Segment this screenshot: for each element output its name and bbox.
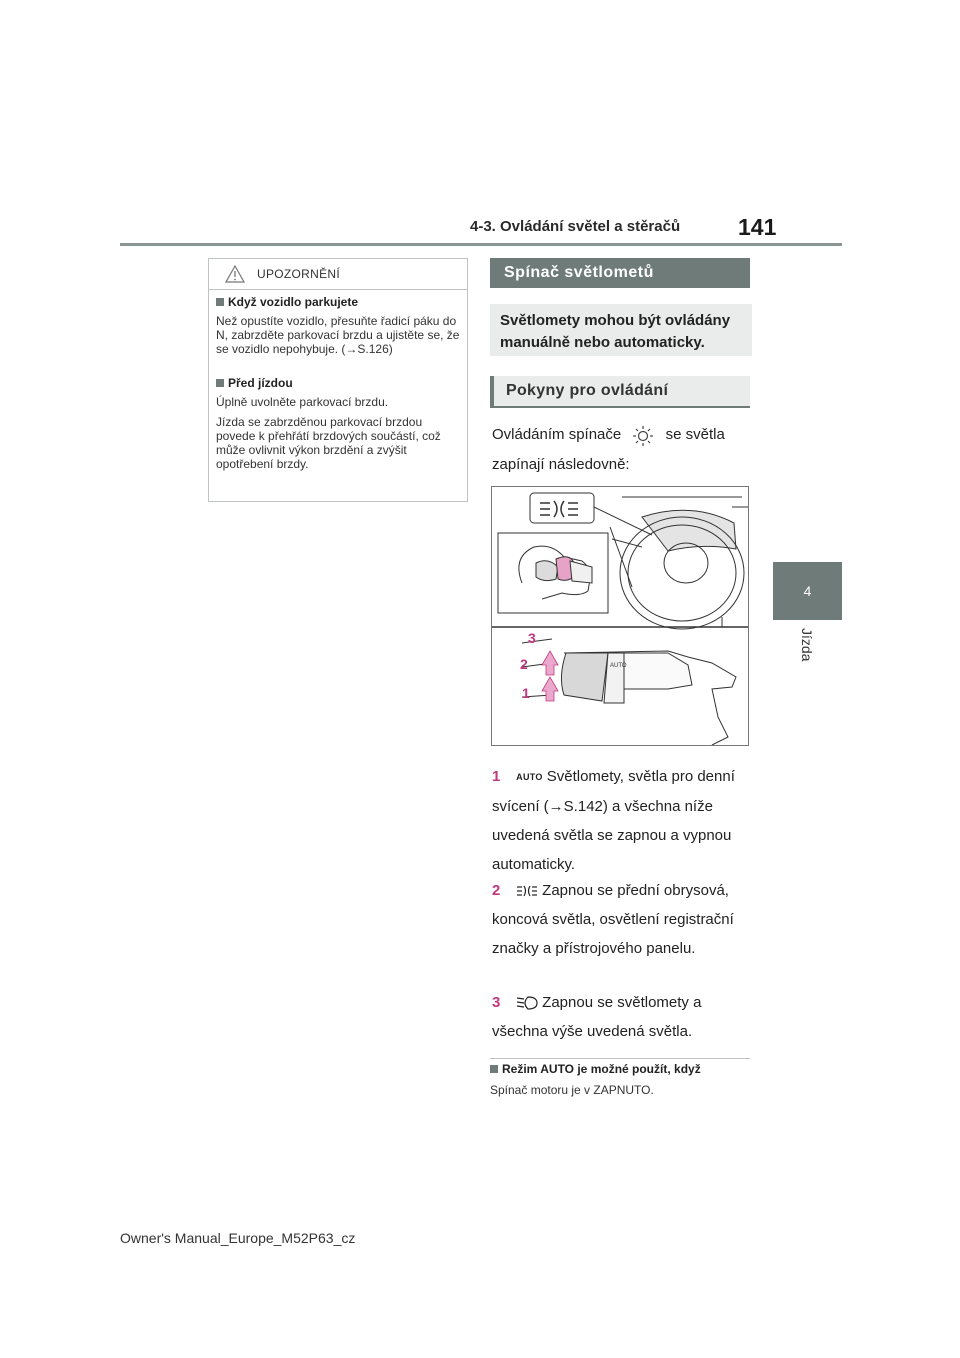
- warning-paragraph: Úplně uvolněte parkovací brzdu.: [216, 395, 389, 409]
- warning-triangle-icon: [225, 265, 245, 283]
- warning-box: [208, 258, 468, 502]
- note-rule: [490, 1058, 750, 1059]
- parking-lights-icon: [516, 884, 538, 898]
- chapter-label: Jízda: [799, 628, 815, 662]
- subsection-title: Pokyny pro ovládání: [490, 376, 750, 408]
- callout-number: 3: [528, 630, 536, 646]
- warning-title: UPOZORNĚNÍ: [257, 267, 341, 281]
- item-number: 2: [492, 882, 501, 899]
- warning-paragraph: Jízda se zabrzděnou parkovací brzdou povede k přehřátí brzdových součástí, což může ovlivnit výkon brzdění a zvýšit opotřebení brzdy.: [216, 415, 441, 471]
- section-title: 4-3. Ovládání světel a stěračů: [470, 218, 681, 235]
- chapter-label-wrap: [785, 628, 829, 688]
- switch-auto-label: AUTO: [610, 663, 627, 669]
- list-item: [492, 876, 754, 963]
- warning-subheading: Před jízdou: [216, 376, 461, 390]
- summary-box: Světlomety mohou být ovládány manuálně nebo automaticky.: [490, 304, 752, 356]
- light-switch-icon: [632, 425, 654, 447]
- chapter-number: 4: [803, 583, 812, 599]
- item-number: 3: [492, 994, 501, 1011]
- auto-icon: AUTO: [516, 771, 543, 782]
- note-heading: Režim AUTO je možné použít, když: [490, 1062, 701, 1076]
- item-number: 1: [492, 768, 501, 785]
- list-item: [492, 762, 754, 879]
- item-text: Zapnou se přední obrysová, koncová světla, osvětlení registrační značky a přístrojového panelu.: [492, 882, 734, 957]
- switch-illustration: [491, 486, 749, 746]
- warning-header: [209, 259, 467, 290]
- main-title: Spínač světlometů: [490, 258, 750, 288]
- footer-text: Owner's Manual_Europe_M52P63_cz: [120, 1230, 356, 1246]
- warning-subheading: Když vozidlo parkujete: [216, 295, 461, 309]
- callout-number: 1: [522, 685, 530, 701]
- intro-text: Ovládáním spínače se světla zapínají následovně:: [492, 426, 725, 473]
- note-text: Spínač motoru je v ZAPNUTO.: [490, 1083, 654, 1097]
- chapter-tab: [773, 562, 842, 620]
- item-text: Světlomety, světla pro denní svícení (→S.142) a všechna níže uvedená světla se zapnou a vypnou automaticky.: [492, 768, 735, 873]
- headlight-icon: [516, 995, 538, 1011]
- header-rule: [120, 243, 842, 246]
- warning-paragraph: Než opustíte vozidlo, přesuňte řadicí páku do N, zabrzděte parkovací brzdu a ujistěte se, že se vozidlo nepohybuje. (→S.126): [216, 314, 460, 356]
- warning-body: [209, 290, 467, 471]
- page-number: 141: [738, 214, 777, 240]
- list-item: [492, 988, 754, 1046]
- item-text: Zapnou se světlomety a všechna výše uvedená světla.: [492, 994, 702, 1040]
- callout-number: 2: [520, 656, 528, 672]
